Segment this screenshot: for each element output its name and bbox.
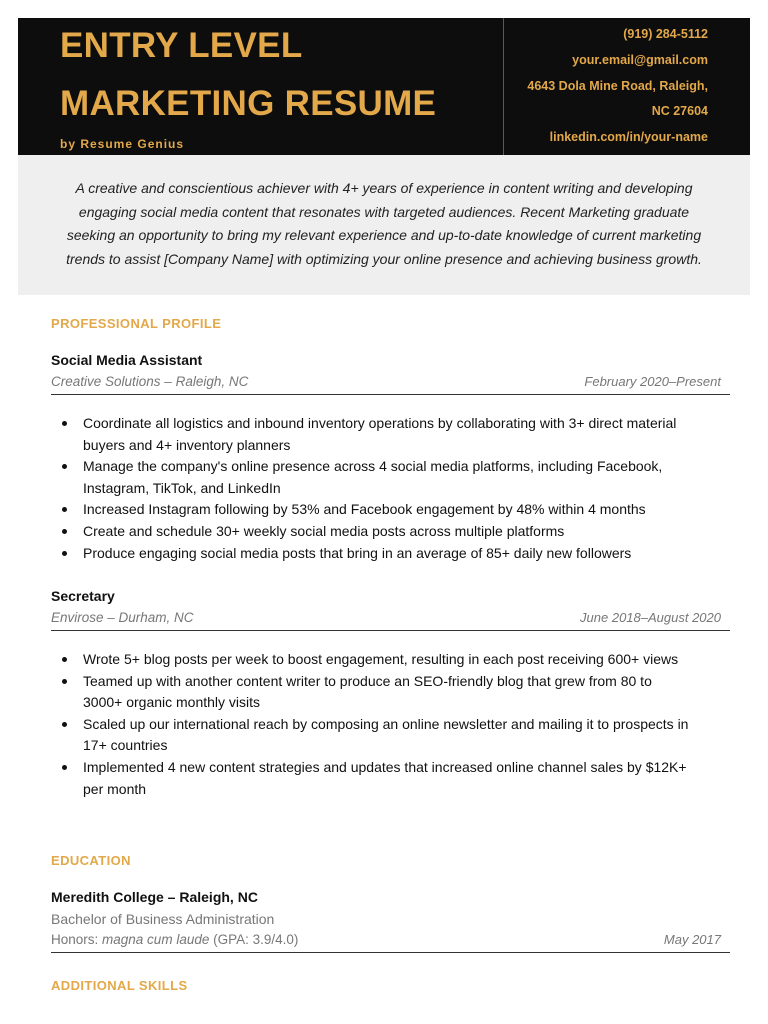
honors-line — [51, 932, 298, 947]
bullet-item: Scaled up our international reach by composing an online newsletter and mailing it to prospects in 17+ countries — [83, 714, 693, 757]
byline: by Resume Genius — [60, 137, 185, 151]
title-block — [60, 18, 500, 155]
title-line-1: ENTRY LEVEL — [60, 26, 303, 65]
contact-linkedin[interactable]: linkedin.com/in/your-name — [549, 130, 708, 145]
education-date: May 2017 — [663, 932, 721, 947]
summary-box — [18, 155, 750, 295]
resume-header — [18, 18, 750, 155]
school-name: Meredith College – Raleigh, NC — [51, 889, 258, 905]
job-bullets — [51, 413, 693, 564]
section-heading-education: EDUCATION — [51, 853, 131, 868]
section-heading-profile: PROFESSIONAL PROFILE — [51, 316, 222, 331]
bullet-item: Increased Instagram following by 53% and Facebook engagement by 48% within 4 months — [83, 499, 693, 521]
job-title: Social Media Assistant — [51, 352, 203, 368]
section-heading-skills: ADDITIONAL SKILLS — [51, 978, 188, 993]
job-title: Secretary — [51, 588, 115, 604]
job-dates: February 2020–Present — [584, 374, 721, 389]
bullet-item: Wrote 5+ blog posts per week to boost engagement, resulting in each post receiving 600+ views — [83, 649, 693, 671]
job-company: Creative Solutions – Raleigh, NC — [51, 374, 249, 389]
bullet-item: Teamed up with another content writer to produce an SEO-friendly blog that grew from 80 to 3000+ organic monthly visits — [83, 671, 693, 714]
degree: Bachelor of Business Administration — [51, 911, 275, 927]
honors-value: magna cum laude — [102, 932, 210, 947]
title-line-2: MARKETING RESUME — [60, 84, 437, 123]
summary-text: A creative and conscientious achiever with 4+ years of experience in content writing and developing engaging social media content that resonates with targeted audiences. Recent Marketing graduate seeking an opportunity to bring my relevant experience and up-to-date knowledge of current marketing trends to assist [Company Name] with optimizing your online presence and achieving business growth. — [66, 180, 702, 267]
job-dates: June 2018–August 2020 — [580, 610, 721, 625]
bullet-item: Implemented 4 new content strategies and updates that increased online channel sales by $12K+ per month — [83, 757, 693, 800]
education-meta-row — [51, 932, 730, 953]
job-bullets — [51, 649, 693, 800]
contact-phone: (919) 284-5112 — [623, 27, 708, 41]
bullet-item: Coordinate all logistics and inbound inventory operations by collaborating with 3+ direct material buyers and 4+ inventory planners — [83, 413, 693, 456]
job-meta-row — [51, 610, 730, 631]
honors-label: Honors: — [51, 932, 103, 947]
job-meta-row — [51, 374, 730, 395]
contact-address-line1: 4643 Dola Mine Road, Raleigh, — [527, 78, 708, 93]
contact-block — [527, 22, 708, 151]
header-divider — [503, 18, 504, 155]
contact-email[interactable]: your.email@gmail.com — [572, 52, 708, 67]
bullet-item: Produce engaging social media posts that bring in an average of 85+ daily new followers — [83, 543, 693, 565]
job-company: Envirose – Durham, NC — [51, 610, 194, 625]
contact-address-line2: NC 27604 — [651, 104, 708, 119]
bullet-item: Create and schedule 30+ weekly social media posts across multiple platforms — [83, 521, 693, 543]
bullet-item: Manage the company's online presence across 4 social media platforms, including Facebook, Instagram, TikTok, and LinkedIn — [83, 456, 693, 499]
gpa: (GPA: 3.9/4.0) — [209, 932, 299, 947]
